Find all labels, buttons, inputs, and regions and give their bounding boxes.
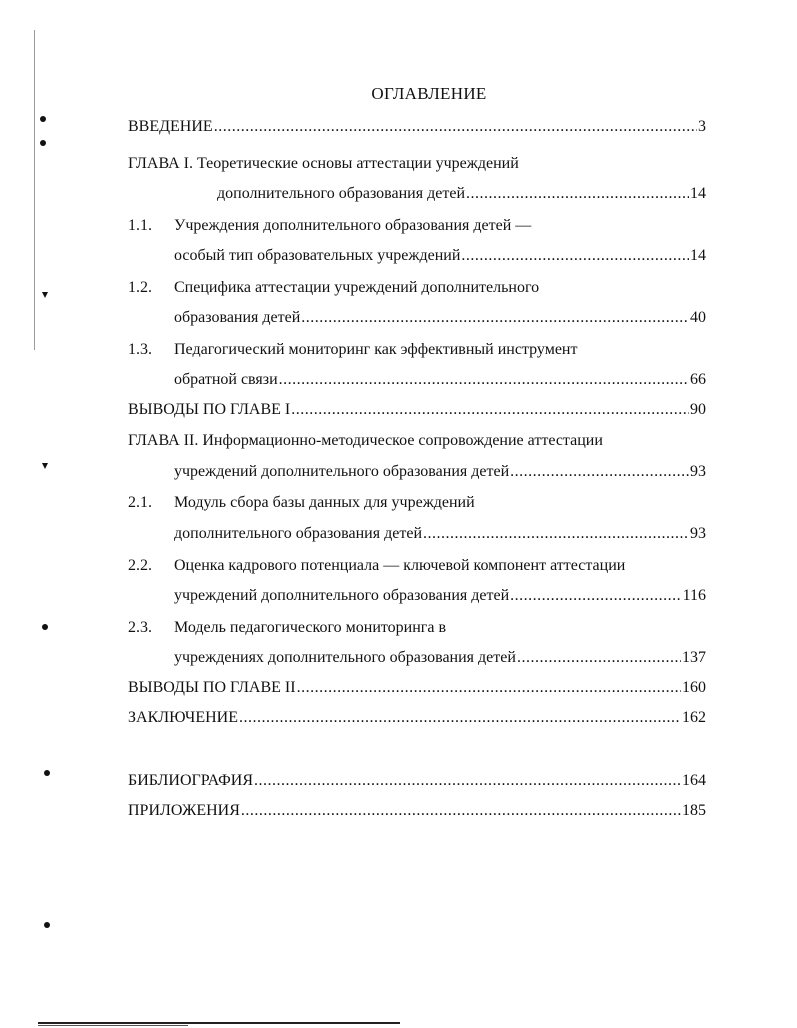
section-number: 2.2. (128, 557, 152, 574)
dot-leader (510, 461, 689, 483)
dot-leader (517, 647, 681, 669)
dot-leader (254, 770, 681, 792)
toc-entry-section-2-2[interactable] (174, 585, 706, 607)
toc-entry-chapter-1[interactable] (217, 183, 706, 205)
dot-leader (214, 116, 697, 138)
toc-page-number: 162 (682, 709, 706, 726)
toc-page-number: 14 (690, 247, 706, 264)
dot-leader (241, 800, 681, 822)
dot-leader (466, 183, 689, 205)
toc-entry-label: дополнительного образования детей (217, 185, 465, 202)
toc-entry-label: дополнительного образования детей (174, 525, 422, 542)
scan-speck (42, 292, 48, 298)
scan-speck (40, 116, 46, 122)
scan-speck (42, 624, 48, 630)
scan-speck (42, 463, 48, 469)
toc-entry-introduction[interactable] (128, 116, 706, 138)
toc-entry-label: ВВЕДЕНИЕ (128, 118, 213, 135)
toc-page-number: 40 (690, 309, 706, 326)
scan-speck (40, 140, 46, 146)
section-1-2-title[interactable]: Специфика аттестации учреждений дополнительного (174, 279, 540, 296)
scan-speck (44, 922, 50, 928)
toc-title: ОГЛАВЛЕНИЕ (371, 84, 487, 103)
toc-entry-section-2-1[interactable] (174, 523, 706, 545)
dot-leader (279, 369, 689, 391)
section-number: 2.1. (128, 494, 152, 511)
section-2-2-title[interactable]: Оценка кадрового потенциала — ключевой компонент аттестации (174, 557, 626, 574)
toc-page-number: 164 (682, 772, 706, 789)
toc-page-number: 3 (698, 118, 706, 135)
toc-entry-section-1-2[interactable] (174, 307, 706, 329)
dot-leader (423, 523, 689, 545)
toc-entry-label: особый тип образовательных учреждений (174, 247, 461, 264)
chapter-1-title[interactable]: ГЛАВА I. Теоретические основы аттестации учреждений (128, 155, 519, 172)
toc-page-number: 185 (682, 802, 706, 819)
dot-leader (239, 707, 681, 729)
toc-page-number: 137 (682, 649, 706, 666)
toc-entry-conclusions-1[interactable] (128, 399, 706, 421)
toc-entry-label: образования детей (174, 309, 301, 326)
toc-entry-label: учреждений дополнительного образования детей (174, 463, 510, 480)
toc-entry-label: ВЫВОДЫ ПО ГЛАВЕ II (128, 679, 296, 696)
dot-leader (297, 677, 681, 699)
section-1-3-title[interactable]: Педагогический мониторинг как эффективный инструмент (174, 341, 578, 358)
chapter-2-title[interactable]: ГЛАВА II. Информационно-методическое сопровождение аттестации (128, 432, 603, 449)
toc-entry-section-1-1[interactable] (174, 245, 706, 267)
toc-entry-label: обратной связи (174, 371, 278, 388)
toc-entry-label: ЗАКЛЮЧЕНИЕ (128, 709, 238, 726)
toc-entry-label: учреждений дополнительного образования детей (174, 587, 510, 604)
toc-entry-label: БИБЛИОГРАФИЯ (128, 772, 254, 789)
section-2-1-title[interactable]: Модуль сбора базы данных для учреждений (174, 494, 475, 511)
section-1-1-title[interactable]: Учреждения дополнительного образования детей — (174, 217, 532, 234)
toc-entry-section-2-3[interactable] (174, 647, 706, 669)
toc-entry-section-1-3[interactable] (174, 369, 706, 391)
scan-speck (44, 770, 50, 776)
section-number: 1.2. (128, 279, 152, 296)
toc-entry-conclusions-2[interactable] (128, 677, 706, 699)
toc-page-number: 160 (682, 679, 706, 696)
section-number: 1.3. (128, 341, 152, 358)
dot-leader (510, 585, 681, 607)
toc-page-number: 93 (690, 463, 706, 480)
section-number: 1.1. (128, 217, 152, 234)
toc-entry-label: ВЫВОДЫ ПО ГЛАВЕ I (128, 401, 291, 418)
toc-entry-label: учреждениях дополнительного образования детей (174, 649, 516, 666)
toc-page-number: 14 (690, 185, 706, 202)
toc-entry-chapter-2[interactable] (174, 461, 706, 483)
section-2-3-title[interactable]: Модель педагогического мониторинга в (174, 619, 447, 636)
toc-page-number: 93 (690, 525, 706, 542)
scan-bottom-line (38, 1022, 400, 1024)
dot-leader (301, 307, 689, 329)
toc-entry-conclusion[interactable] (128, 707, 706, 729)
dot-leader (291, 399, 689, 421)
toc-entry-appendices[interactable] (128, 800, 706, 822)
dot-leader (461, 245, 689, 267)
scan-bottom-line (38, 1025, 188, 1026)
scan-edge-line (34, 30, 35, 350)
toc-entry-label: ПРИЛОЖЕНИЯ (128, 802, 240, 819)
toc-page-number: 90 (690, 401, 706, 418)
toc-page-number: 66 (690, 371, 706, 388)
toc-page-number: 116 (682, 587, 706, 604)
toc-entry-bibliography[interactable] (128, 770, 706, 792)
section-number: 2.3. (128, 619, 152, 636)
